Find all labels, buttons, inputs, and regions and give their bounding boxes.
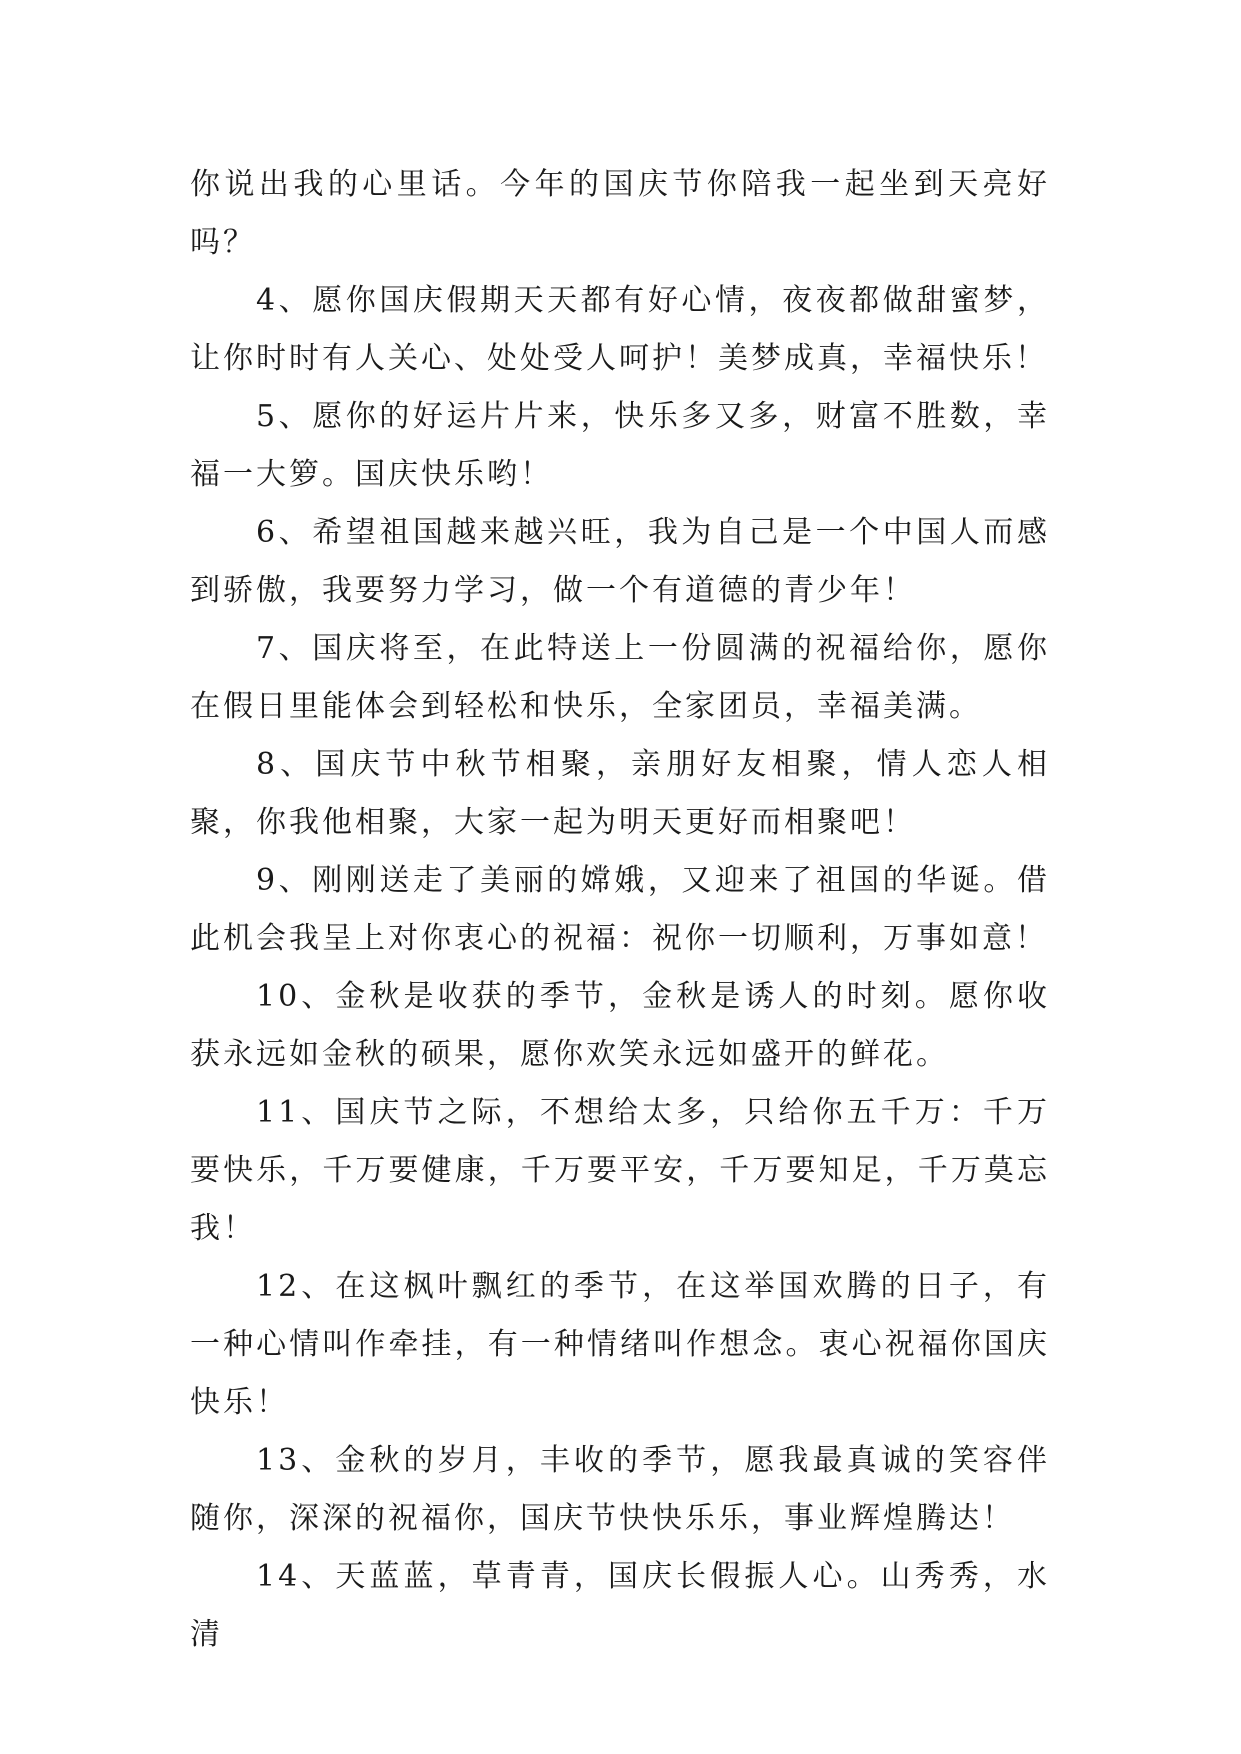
paragraph-item-8: 8、国庆节中秋节相聚，亲朋好友相聚，情人恋人相聚，你我他相聚，大家一起为明天更好而相聚吧！ xyxy=(190,747,1050,840)
paragraph-continued: 你说出我的心里话。今年的国庆节你陪我一起坐到天亮好吗？ xyxy=(190,167,1050,260)
paragraph-item-10: 10、金秋是收获的季节，金秋是诱人的时刻。愿你收获永远如金秋的硕果，愿你欢笑永远如盛开的鲜花。 xyxy=(190,979,1050,1072)
paragraph-item-4: 4、愿你国庆假期天天都有好心情，夜夜都做甜蜜梦，让你时时有人关心、处处受人呵护！美梦成真，幸福快乐！ xyxy=(190,283,1050,376)
paragraph-item-14: 14、天蓝蓝，草青青，国庆长假振人心。山秀秀，水清 xyxy=(190,1559,1050,1652)
paragraph-item-13: 13、金秋的岁月，丰收的季节，愿我最真诚的笑容伴随你，深深的祝福你，国庆节快快乐乐，事业辉煌腾达！ xyxy=(190,1443,1050,1536)
paragraph-item-9: 9、刚刚送走了美丽的嫦娥，又迎来了祖国的华诞。借此机会我呈上对你衷心的祝福：祝你一切顺利，万事如意！ xyxy=(190,863,1050,956)
document-body xyxy=(190,156,1050,1664)
paragraph-item-5: 5、愿你的好运片片来，快乐多又多，财富不胜数，幸福一大箩。国庆快乐哟！ xyxy=(190,399,1050,492)
paragraph-item-12: 12、在这枫叶飘红的季节，在这举国欢腾的日子，有一种心情叫作牵挂，有一种情绪叫作想念。衷心祝福你国庆快乐！ xyxy=(190,1269,1050,1420)
paragraph-item-11: 11、国庆节之际，不想给太多，只给你五千万：千万要快乐，千万要健康，千万要平安，千万要知足，千万莫忘我！ xyxy=(190,1095,1050,1246)
paragraph-item-7: 7、国庆将至，在此特送上一份圆满的祝福给你，愿你在假日里能体会到轻松和快乐，全家团员，幸福美满。 xyxy=(190,631,1050,724)
paragraph-item-6: 6、希望祖国越来越兴旺，我为自己是一个中国人而感到骄傲，我要努力学习，做一个有道德的青少年！ xyxy=(190,515,1050,608)
